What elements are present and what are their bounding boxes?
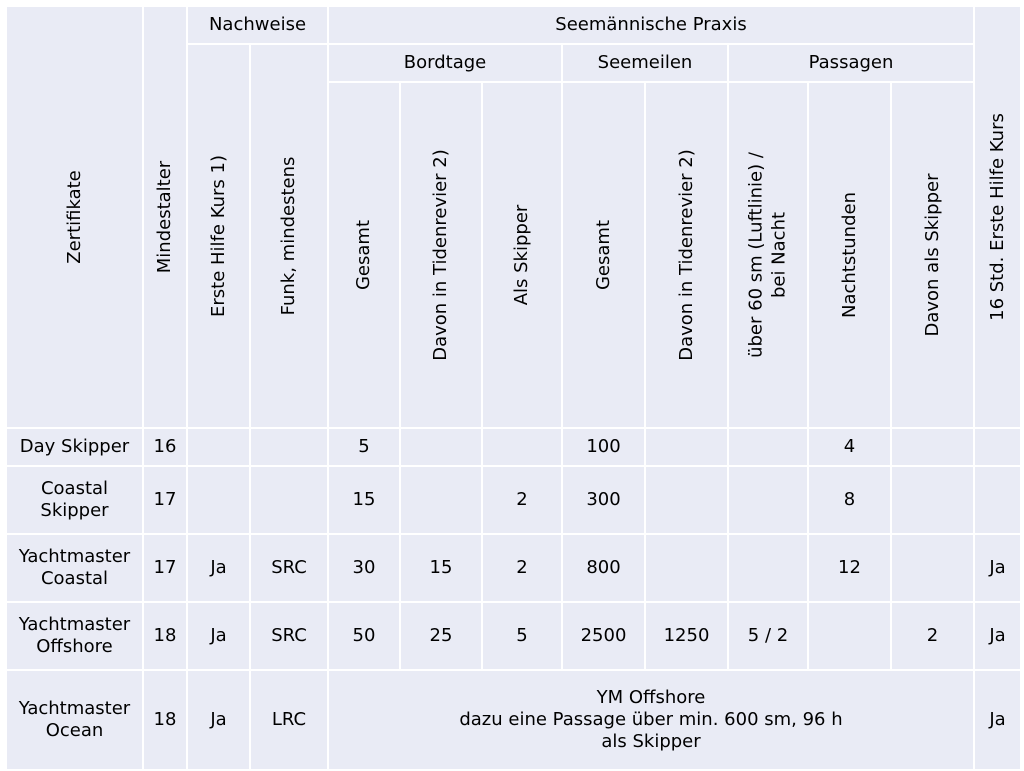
cell-first-aid: [187, 466, 250, 534]
cell-passage-skipper: [891, 428, 974, 466]
cell-min-age: 17: [143, 534, 187, 602]
header-miles-total: Gesamt: [562, 82, 645, 428]
header-days-total: Gesamt: [328, 82, 400, 428]
cell-first-aid: [187, 428, 250, 466]
certificate-name: Yachtmaster Coastal: [6, 534, 143, 602]
header-first-aid: Erste Hilfe Kurs 1): [187, 44, 250, 428]
table-row: [6, 670, 1021, 770]
header-days-skipper: Als Skipper: [482, 82, 562, 428]
header-passage-skipper: Davon als Skipper: [891, 82, 974, 428]
certificate-name: Yachtmaster Ocean: [6, 670, 143, 770]
cell-first-aid: Ja: [187, 534, 250, 602]
header-night-hours: Nachtstunden: [808, 82, 891, 428]
header-passages: Passagen: [728, 44, 974, 82]
cell-miles-total: 300: [562, 466, 645, 534]
cell-days-tidal: [400, 466, 482, 534]
cell-days-tidal: 15: [400, 534, 482, 602]
cell-first-aid-16h: [974, 428, 1021, 466]
cell-radio: LRC: [250, 670, 328, 770]
certificate-name: Coastal Skipper: [6, 466, 143, 534]
table-row: [6, 534, 1021, 602]
header-first-aid-16h: 16 Std. Erste Hilfe Kurs: [974, 6, 1021, 428]
cell-miles-tidal: [645, 466, 728, 534]
cell-passage-60: [728, 466, 808, 534]
cell-days-total: 5: [328, 428, 400, 466]
cell-days-tidal: 25: [400, 602, 482, 670]
cell-min-age: 18: [143, 602, 187, 670]
header-radio: Funk, mindestens: [250, 44, 328, 428]
cell-passage-60: [728, 534, 808, 602]
cell-days-skipper: 2: [482, 534, 562, 602]
certificate-name: Day Skipper: [6, 428, 143, 466]
header-certificates: Zertifikate: [6, 6, 143, 428]
cell-first-aid: Ja: [187, 602, 250, 670]
cell-passage-60: [728, 428, 808, 466]
cell-first-aid-16h: Ja: [974, 670, 1021, 770]
certificate-requirements-table: [5, 5, 1022, 771]
cell-min-age: 18: [143, 670, 187, 770]
cell-miles-tidal: [645, 428, 728, 466]
cell-days-skipper: 2: [482, 466, 562, 534]
header-min-age: Mindestalter: [143, 6, 187, 428]
cell-miles-tidal: 1250: [645, 602, 728, 670]
cell-night-hours: 12: [808, 534, 891, 602]
cell-days-total: 30: [328, 534, 400, 602]
cell-passage-skipper: 2: [891, 602, 974, 670]
cell-radio: SRC: [250, 534, 328, 602]
cell-passage-skipper: [891, 534, 974, 602]
cell-days-total: 15: [328, 466, 400, 534]
cell-min-age: 17: [143, 466, 187, 534]
header-days-tidal: Davon in Tidenrevier 2): [400, 82, 482, 428]
cell-night-hours: [808, 602, 891, 670]
cell-first-aid-16h: Ja: [974, 602, 1021, 670]
certificate-name: Yachtmaster Offshore: [6, 602, 143, 670]
header-miles-tidal: Davon in Tidenrevier 2): [645, 82, 728, 428]
cell-passage-skipper: [891, 466, 974, 534]
header-seamanship-practice: Seemännische Praxis: [328, 6, 974, 44]
header-passage-60sm: über 60 sm (Luftlinie) / bei Nacht: [728, 82, 808, 428]
cell-radio: SRC: [250, 602, 328, 670]
header-sea-miles: Seemeilen: [562, 44, 728, 82]
cell-miles-total: 2500: [562, 602, 645, 670]
table-row: [6, 602, 1021, 670]
cell-radio: [250, 466, 328, 534]
cell-days-total: 50: [328, 602, 400, 670]
cell-night-hours: 8: [808, 466, 891, 534]
table-row: [6, 428, 1021, 466]
cell-miles-tidal: [645, 534, 728, 602]
cell-min-age: 16: [143, 428, 187, 466]
cell-radio: [250, 428, 328, 466]
cell-days-skipper: [482, 428, 562, 466]
cell-first-aid-16h: Ja: [974, 534, 1021, 602]
cell-days-tidal: [400, 428, 482, 466]
header-days-on-board: Bordtage: [328, 44, 562, 82]
cell-miles-total: 800: [562, 534, 645, 602]
cell-passage-60: 5 / 2: [728, 602, 808, 670]
table-row: [6, 466, 1021, 534]
header-proofs: Nachweise: [187, 6, 328, 44]
cell-days-skipper: 5: [482, 602, 562, 670]
cell-first-aid-16h: [974, 466, 1021, 534]
cell-miles-total: 100: [562, 428, 645, 466]
ocean-requirement-note: YM Offshore dazu eine Passage über min. 600 sm, 96 h als Skipper: [328, 670, 974, 770]
cell-night-hours: 4: [808, 428, 891, 466]
cell-first-aid: Ja: [187, 670, 250, 770]
